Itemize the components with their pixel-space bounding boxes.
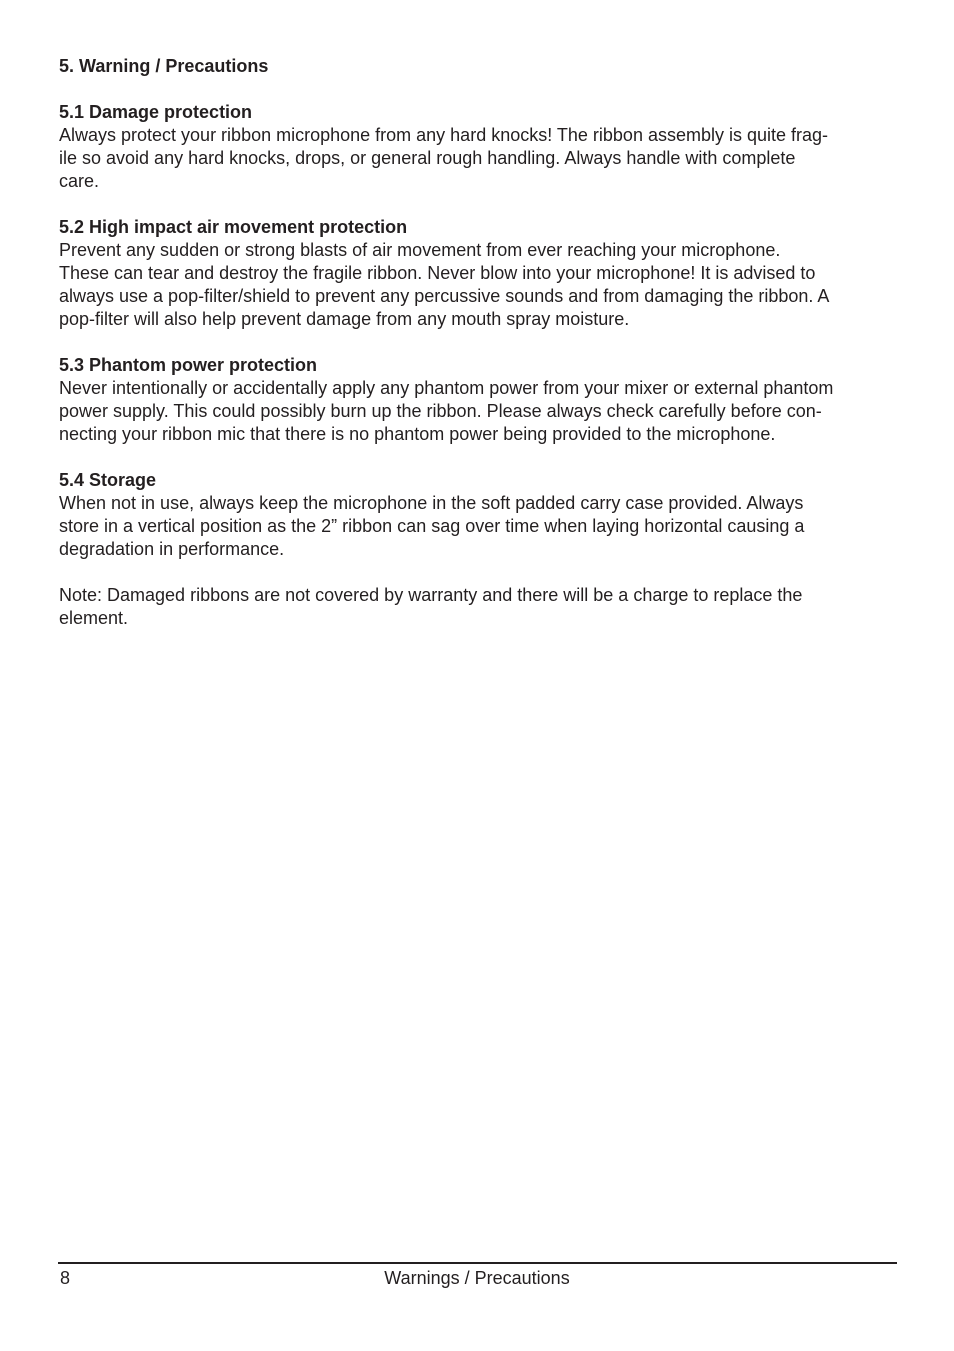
note-line: Note: Damaged ribbons are not covered by warranty and there will be a charge to replace the [59, 585, 803, 605]
footer-section-title: Warnings / Precautions [384, 1268, 570, 1288]
section-heading: 5.1 Damage protection [59, 102, 253, 122]
paragraph-line: pop-filter will also help prevent damage from any mouth spray moisture. [59, 309, 630, 329]
note-line: element. [59, 608, 129, 628]
page-title: 5. Warning / Precautions [59, 56, 269, 76]
section-phantom-power-protection [59, 354, 897, 446]
paragraph-line: power supply. This could possibly burn up the ribbon. Please always check carefully before con- [59, 401, 822, 421]
paragraph-line: Always protect your ribbon microphone from any hard knocks! The ribbon assembly is quite frag- [59, 125, 829, 145]
paragraph-line: Never intentionally or accidentally apply any phantom power from your mixer or external phantom [59, 378, 834, 398]
section-heading: 5.4 Storage [59, 470, 157, 490]
section-air-movement-protection [59, 216, 897, 331]
section-heading: 5.3 Phantom power protection [59, 355, 318, 375]
paragraph-line: Prevent any sudden or strong blasts of air movement from ever reaching your microphone. [59, 240, 781, 260]
paragraph-line: always use a pop-filter/shield to prevent any percussive sounds and from damaging the ribbon. A [59, 286, 830, 306]
footer-divider [58, 1262, 897, 1264]
paragraph-line: degradation in performance. [59, 539, 285, 559]
page-number: 8 [60, 1268, 71, 1288]
paragraph-line: ile so avoid any hard knocks, drops, or general rough handling. Always handle with complete [59, 148, 796, 168]
section-storage [59, 469, 897, 561]
paragraph-line: necting your ribbon mic that there is no phantom power being provided to the microphone. [59, 424, 776, 444]
paragraph-line: These can tear and destroy the fragile ribbon. Never blow into your microphone! It is advised to [59, 263, 816, 283]
section-heading: 5.2 High impact air movement protection [59, 217, 408, 237]
paragraph-line: When not in use, always keep the microphone in the soft padded carry case provided. Always [59, 493, 804, 513]
paragraph-line: care. [59, 171, 100, 191]
section-damage-protection [59, 101, 897, 193]
document-body [59, 55, 897, 653]
paragraph-line: store in a vertical position as the 2” ribbon can sag over time when laying horizontal causing a [59, 516, 805, 536]
warranty-note [59, 584, 897, 630]
